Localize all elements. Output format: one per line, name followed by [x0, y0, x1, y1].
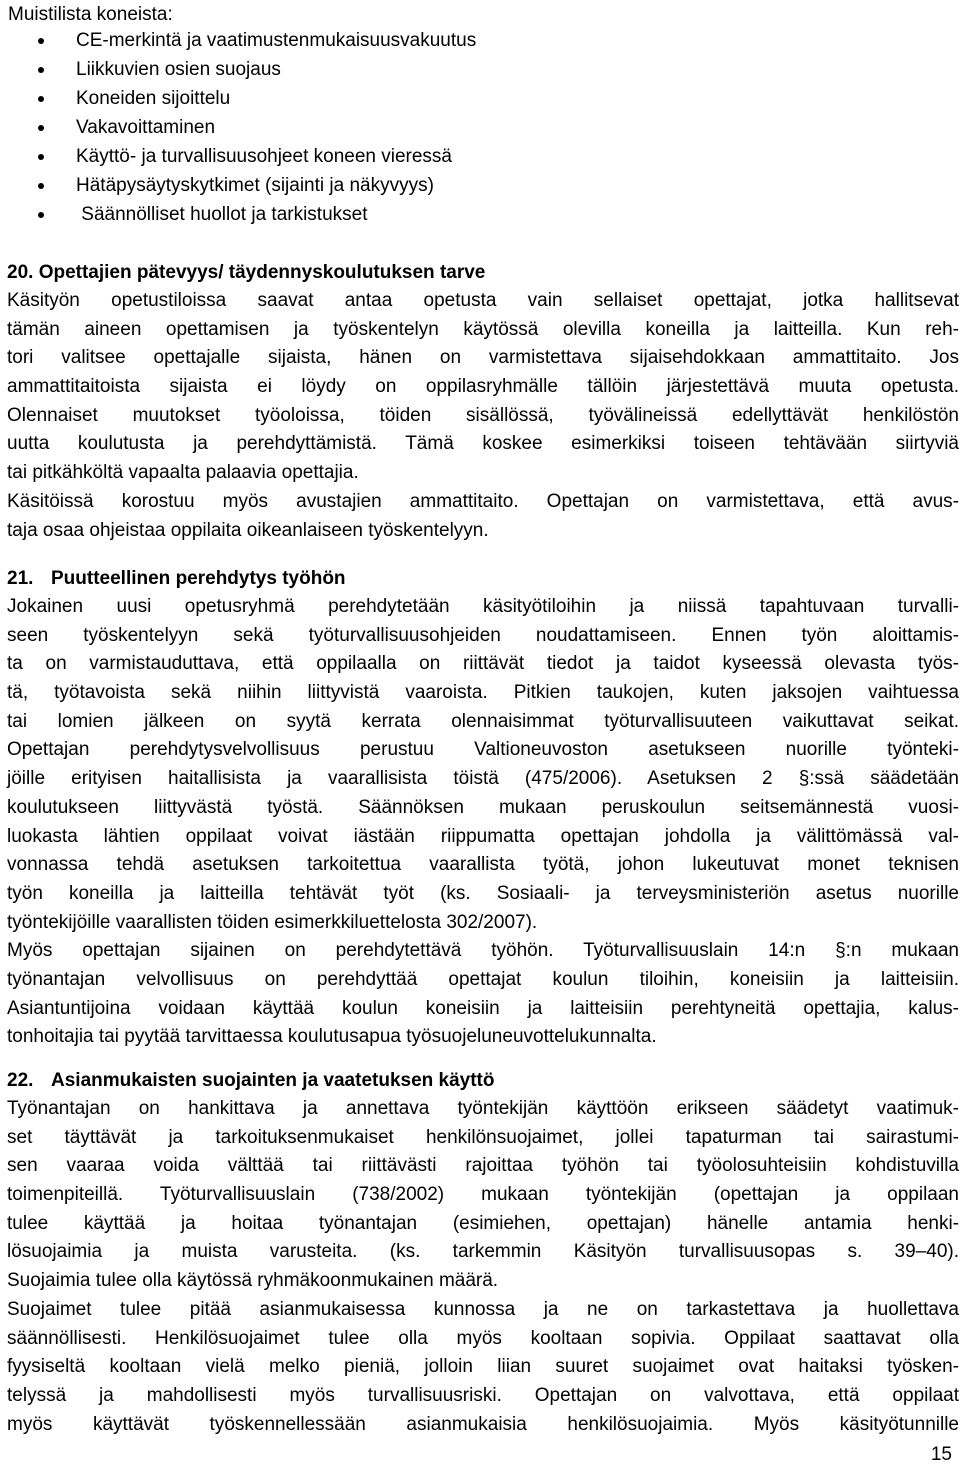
checklist-item: Koneiden sijoittelu [30, 84, 476, 113]
section-21 [7, 564, 959, 1052]
section-22 [7, 1066, 959, 1439]
checklist-item: Käyttö- ja turvallisuusohjeet koneen vieressä [30, 142, 476, 171]
bullet-icon [38, 38, 44, 44]
page-number: 15 [930, 1444, 952, 1465]
bullet-icon [38, 154, 44, 160]
section-21-body: Jokainen uusi opetusryhmä perehdytetään käsityötiloihin ja niissä tapahtuvaan turvalli- seen työskentelyyn sekä työturvallisuusohjeiden noudattamiseen. Ennen työn aloittamis- ta on varmistauduttava, että oppilaalla on riittävät tiedot ja taidot kyseessä olevasta työs- tä, työtavoista sekä niihin liittyvistä vaaroista. Pitkien taukojen, kuten jaksojen vaihtuessa tai lomien jälkeen on syytä kerrata olennaisimmat työturvallisuuteen vaikuttavat seikat. Opettajan perehdytysvelvollisuus perustuu Valtioneuvoston asetukseen nuorille työnteki- jöille erityisen haitallisista ja vaarallisista töistä (475/2006). Asetuksen 2 §:ssä säädetään koulutukseen liittyvästä työstä. Säännöksen mukaan peruskoulun seitsemännestä vuosi- luokasta lähtien oppilaat voivat iästään riippumatta opettajan johdolla ja välittömässä val- vonnassa tehdä asetuksen tarkoitettua vaarallista työtä, johon lukeutuvat monet teknisen työn koneilla ja laitteilla tehtävät työt (ks. Sosiaali- ja terveysministeriön asetus nuorille työntekijöille vaarallisten töiden esimerkkiluettelosta 302/2007). Myös opettajan sijainen on perehdytettävä työhön. Työturvallisuuslain 14:n §:n mukaan työnantajan velvollisuus on perehdyttää opettajat koulun tiloihin, koneisiin ja laitteisiin. Asiantuntijoina voidaan käyttää koulun koneisiin ja laitteisiin perehtyneitä opettajia, kalus- tonhoitajia tai pyytää tarvittaessa koulutusapua työsuojeluneuvottelukunnalta. [7, 596, 959, 1048]
bullet-icon [38, 183, 44, 189]
bullet-icon [38, 125, 44, 131]
checklist-heading: Muistilista koneista: [8, 4, 173, 25]
machine-checklist [30, 26, 476, 229]
section-20-body: Käsityön opetustiloissa saavat antaa opetusta vain sellaiset opettajat, jotka hallitsevat tämän aineen opettamisen ja työskentelyn käytössä olevilla koneilla ja laitteilla. Kun reh- tori valitsee opettajalle sijaista, hänen on varmistettava sijaisehdokkaan ammattitaito. Jos ammattitaitoista sijaista ei löydy on oppilasryhmälle tällöin järjestettävä muuta opetusta. Olennaiset muutokset työoloissa, töiden sisällössä, työvälineissä edellyttävät henkilöstön uutta koulutusta ja perehdyttämistä. Tämä koskee esimerkiksi toiseen tehtävään siirtyviä tai pitkähköltä vapaalta palaavia opettajia. Käsitöissä korostuu myös avustajien ammattitaito. Opettajan on varmistettava, että avus- taja osaa ohjeistaa oppilaita oikeanlaiseen työskentelyyn. [7, 290, 959, 541]
section-22-heading: 22. Asianmukaisten suojainten ja vaatetuksen käyttö [7, 1070, 495, 1091]
section-20-heading: 20. Opettajien pätevyys/ täydennyskoulutuksen tarve [7, 262, 486, 283]
checklist-item: Säännölliset huollot ja tarkistukset [30, 200, 476, 229]
bullet-icon [38, 67, 44, 73]
checklist-item: Vakavoittaminen [30, 113, 476, 142]
checklist-item: CE-merkintä ja vaatimustenmukaisuusvakuutus [30, 26, 476, 55]
checklist-item: Hätäpysäytyskytkimet (sijainti ja näkyvyys) [30, 171, 476, 200]
section-22-body: Työnantajan on hankittava ja annettava työntekijän käyttöön erikseen säädetyt vaatimuk- set täyttävät ja tarkoituksenmukaiset henkilönsuojaimet, jollei tapaturman tai sairastumi- sen vaaraa voida välttää tai riittävästi rajoittaa työhön tai työolosuhteisiin kohdistuvilla toimenpiteillä. Työturvallisuuslain (738/2002) mukaan työntekijän (opettajan ja oppilaan tulee käyttää ja hoitaa työnantajan (esimiehen, opettajan) hänelle antamia henki- lösuojaimia ja muista varusteita. (ks. tarkemmin Käsityön turvallisuusopas s. 39–40). Suojaimia tulee olla käytössä ryhmäkoonmukainen määrä. Suojaimet tulee pitää asianmukaisessa kunnossa ja ne on tarkastettava ja huollettava säännöllisesti. Henkilösuojaimet tulee olla myös kooltaan sopivia. Oppilaat saattavat olla fyysiseltä kooltaan vielä melko pieniä, jolloin liian suuret suojaimet ovat haitaksi työsken- telyssä ja mahdollisesti myös turvallisuusriski. Opettajan on valvottava, että oppilaat myös käyttävät työskennellessään asianmukaisia henkilösuojaimia. Myös käsityötunnille [7, 1098, 959, 1435]
checklist-item: Liikkuvien osien suojaus [30, 55, 476, 84]
section-21-heading: 21. Puutteellinen perehdytys työhön [7, 568, 346, 589]
bullet-icon [38, 212, 44, 218]
section-20 [7, 258, 959, 545]
bullet-icon [38, 96, 44, 102]
